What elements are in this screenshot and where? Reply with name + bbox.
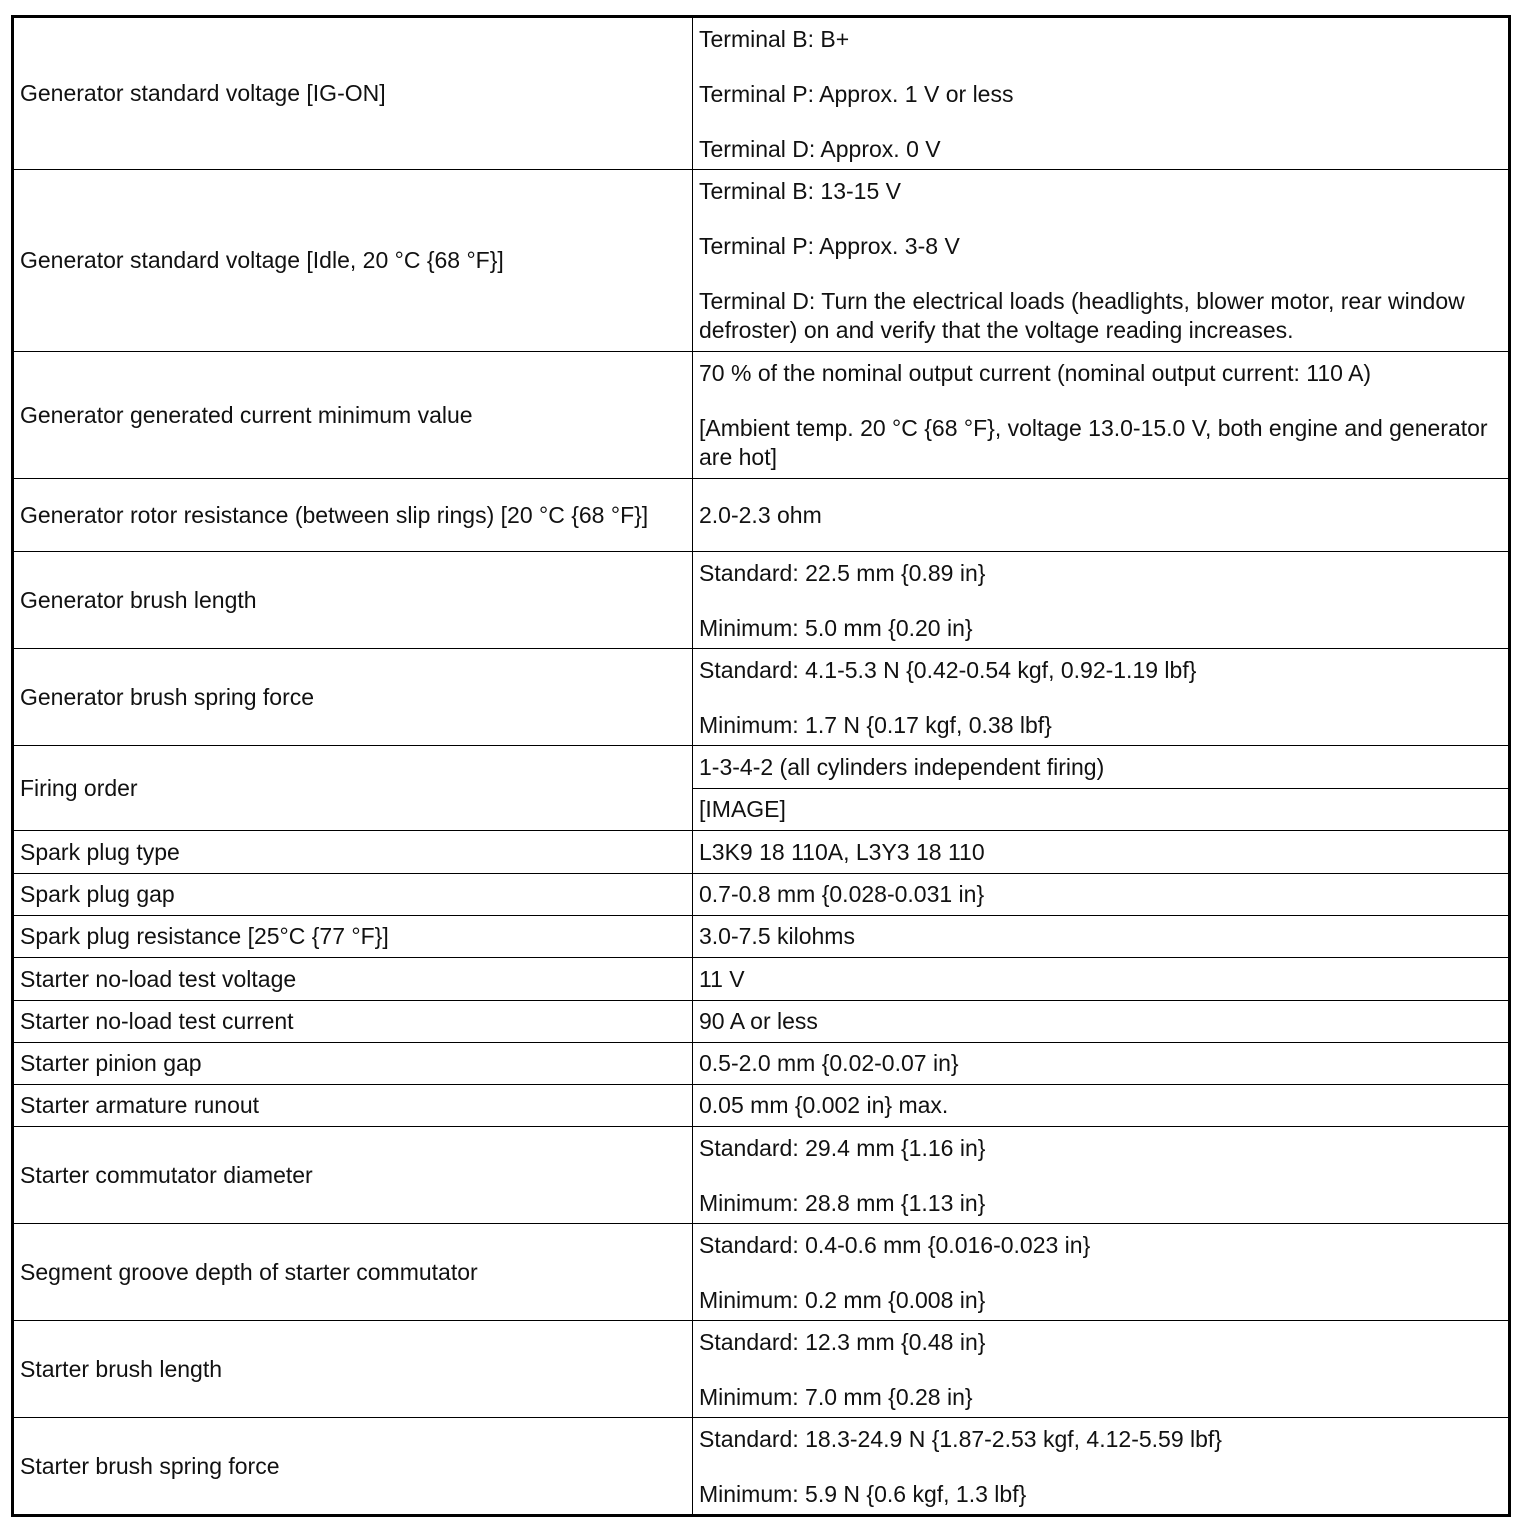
spec-value: 90 A or less xyxy=(693,1001,1510,1043)
spec-label: Generator brush length xyxy=(13,552,693,649)
spec-label: Generator generated current minimum value xyxy=(13,352,693,479)
table-row xyxy=(13,958,1510,1001)
spec-value-line: Terminal B: B+ xyxy=(699,26,850,52)
spec-label: Starter commutator diameter xyxy=(13,1127,693,1224)
spec-value xyxy=(693,170,1510,352)
spec-label: Starter no-load test current xyxy=(13,1001,693,1043)
table-row xyxy=(13,479,1510,552)
spec-value: 0.7-0.8 mm {0.028-0.031 in} xyxy=(693,874,1510,916)
spec-label: Firing order xyxy=(13,746,693,831)
spec-value xyxy=(693,1321,1510,1418)
spec-value-line: Minimum: 28.8 mm {1.13 in} xyxy=(699,1190,986,1216)
table-row xyxy=(13,831,1510,874)
spec-value-line: Terminal B: 13-15 V xyxy=(699,178,901,204)
spec-label: Starter armature runout xyxy=(13,1085,693,1127)
spec-label: Generator brush spring force xyxy=(13,649,693,746)
spec-label: Starter brush length xyxy=(13,1321,693,1418)
table-row xyxy=(13,1418,1510,1516)
spec-value-line: [Ambient temp. 20 °C {68 °F}, voltage 13.0-15.0 V, both engine and generator are hot] xyxy=(699,415,1488,470)
spec-value-line: Minimum: 5.9 N {0.6 kgf, 1.3 lbf} xyxy=(699,1481,1027,1507)
spec-value: 3.0-7.5 kilohms xyxy=(693,916,1510,958)
table-row xyxy=(13,1085,1510,1127)
spec-value-line: Minimum: 0.2 mm {0.008 in} xyxy=(699,1287,986,1313)
spec-value: 0.5-2.0 mm {0.02-0.07 in} xyxy=(693,1043,1510,1085)
spec-label: Spark plug gap xyxy=(13,874,693,916)
spec-label: Spark plug resistance [25°C {77 °F}] xyxy=(13,916,693,958)
spec-label: Segment groove depth of starter commutator xyxy=(13,1224,693,1321)
spec-label: Starter no-load test voltage xyxy=(13,958,693,1001)
spec-value xyxy=(693,552,1510,649)
spec-label: Generator rotor resistance (between slip rings) [20 °C {68 °F}] xyxy=(13,479,693,552)
spec-value xyxy=(693,1418,1510,1516)
spec-value-line: Standard: 12.3 mm {0.48 in} xyxy=(699,1329,986,1355)
table-row xyxy=(13,1321,1510,1418)
spec-value-line: Minimum: 7.0 mm {0.28 in} xyxy=(699,1384,973,1410)
spec-value-line: Terminal D: Turn the electrical loads (headlights, blower motor, rear window defroster) on and verify that the voltage reading increases. xyxy=(699,288,1465,343)
spec-label: Starter pinion gap xyxy=(13,1043,693,1085)
spec-value xyxy=(693,649,1510,746)
table-row xyxy=(13,1224,1510,1321)
table-row xyxy=(13,1043,1510,1085)
table-row xyxy=(13,1001,1510,1043)
spec-value-line: Terminal P: Approx. 3-8 V xyxy=(699,233,960,259)
spec-value xyxy=(693,352,1510,479)
table-row xyxy=(13,552,1510,649)
firing-order-image-placeholder: [IMAGE] xyxy=(693,789,1510,831)
table-row xyxy=(13,352,1510,479)
table-row xyxy=(13,746,1510,789)
spec-value xyxy=(693,1127,1510,1224)
spec-value xyxy=(693,17,1510,170)
table-row xyxy=(13,649,1510,746)
spec-value: 11 V xyxy=(693,958,1510,1001)
spec-value-line: Standard: 22.5 mm {0.89 in} xyxy=(699,560,986,586)
spec-value-line: Terminal P: Approx. 1 V or less xyxy=(699,81,1014,107)
spec-value: 2.0-2.3 ohm xyxy=(693,479,1510,552)
spec-value: L3K9 18 110A, L3Y3 18 110 xyxy=(693,831,1510,874)
table-row xyxy=(13,17,1510,170)
table-row xyxy=(13,874,1510,916)
table-row xyxy=(13,916,1510,958)
table-row xyxy=(13,170,1510,352)
spec-label: Generator standard voltage [IG-ON] xyxy=(13,17,693,170)
spec-value xyxy=(693,1224,1510,1321)
spec-value-line: Standard: 18.3-24.9 N {1.87-2.53 kgf, 4.12-5.59 lbf} xyxy=(699,1426,1222,1452)
spec-value: 0.05 mm {0.002 in} max. xyxy=(693,1085,1510,1127)
spec-label: Generator standard voltage [Idle, 20 °C {68 °F}] xyxy=(13,170,693,352)
spec-table xyxy=(11,15,1511,1517)
spec-value-line: Standard: 4.1-5.3 N {0.42-0.54 kgf, 0.92-1.19 lbf} xyxy=(699,657,1197,683)
spec-value: 1-3-4-2 (all cylinders independent firing) xyxy=(693,746,1510,789)
spec-label: Starter brush spring force xyxy=(13,1418,693,1516)
spec-value-line: 70 % of the nominal output current (nominal output current: 110 A) xyxy=(699,360,1372,386)
spec-value-line: Terminal D: Approx. 0 V xyxy=(699,136,941,162)
spec-label: Spark plug type xyxy=(13,831,693,874)
spec-value-line: Standard: 0.4-0.6 mm {0.016-0.023 in} xyxy=(699,1232,1091,1258)
spec-value-line: Standard: 29.4 mm {1.16 in} xyxy=(699,1135,986,1161)
spec-value-line: Minimum: 5.0 mm {0.20 in} xyxy=(699,615,973,641)
table-row xyxy=(13,1127,1510,1224)
spec-value-line: Minimum: 1.7 N {0.17 kgf, 0.38 lbf} xyxy=(699,712,1052,738)
